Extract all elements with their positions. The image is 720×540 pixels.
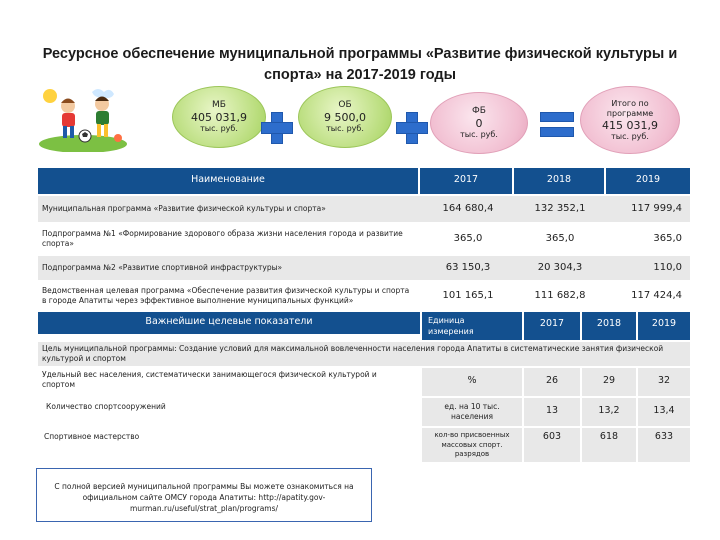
indicator-row-unit: кол-во присвоенных массовых спорт. разрядов — [422, 428, 522, 462]
indicator-row-value: 603 — [524, 428, 580, 462]
kids-football-picture — [38, 84, 128, 152]
budget-total-circle — [580, 86, 680, 154]
finance-row-value: 365,0 — [653, 233, 682, 244]
finance-row-value: 117 424,4 — [631, 290, 682, 301]
plus-icon — [396, 112, 426, 142]
table-row — [38, 196, 690, 222]
budget-mb-circle — [172, 86, 266, 148]
budget-mb-label: МБ — [212, 100, 226, 110]
indicators-header-year — [638, 312, 690, 340]
indicator-row-value: 29 — [582, 368, 636, 396]
table-row — [38, 256, 690, 280]
finance-row-value: 111 682,8 — [534, 290, 586, 301]
budget-ob-circle — [298, 86, 392, 148]
finance-header-year-2017: 2017 — [453, 174, 479, 185]
budget-fb-value: 0 — [475, 117, 483, 130]
budget-mb-unit: тыс. руб. — [200, 124, 238, 133]
indicator-row-value: 26 — [524, 368, 580, 396]
indicator-row-unit: ед. на 10 тыс. населения — [422, 398, 522, 426]
budget-ob-unit: тыс. руб. — [326, 124, 364, 133]
budget-total-unit: тыс. руб. — [611, 131, 649, 141]
indicator-row-unit: % — [422, 368, 522, 396]
finance-row-value: 117 999,4 — [631, 203, 682, 214]
indicator-row-value: 618 — [582, 428, 636, 462]
finance-row-value: 63 150,3 — [445, 262, 491, 273]
indicator-row-value: 13,2 — [582, 398, 636, 426]
finance-header-year-2019: 2019 — [635, 174, 661, 185]
table-row — [38, 282, 690, 310]
finance-header-year — [514, 168, 604, 194]
indicators-header-year — [582, 312, 636, 340]
finance-row-name: Подпрограмма №2 «Развитие спортивной инфраструктуры» — [42, 263, 283, 272]
finance-row-value: 101 165,1 — [442, 290, 494, 301]
indicators-header-year-2019: 2019 — [651, 318, 677, 329]
page-title: Ресурсное обеспечение муниципальной программы «Развитие физической культуры и спорта» на 2017-2019 годы — [42, 46, 678, 83]
budget-total-label: Итого по программе — [606, 98, 654, 118]
finance-row-value: 20 304,3 — [537, 262, 583, 273]
budget-total-value: 415 031,9 — [602, 118, 658, 132]
indicators-header-name-cell — [38, 312, 420, 334]
budget-ob-value: 9 500,0 — [324, 111, 366, 124]
indicators-header-name: Важнейшие целевые показатели — [145, 316, 313, 327]
budget-fb-unit: тыс. руб. — [460, 130, 498, 139]
finance-row-value: 164 680,4 — [442, 203, 494, 214]
finance-row-value: 365,0 — [545, 233, 575, 244]
indicator-row-name: Спортивное мастерство — [44, 432, 140, 441]
indicator-row-value: 13 — [524, 398, 580, 426]
indicators-goal: Цель муниципальной программы: Создание условий для максимальной вовлеченности населения города Апатиты в систематические занятия физической культурой и спортом — [38, 342, 690, 366]
finance-row-name: Муниципальная программа «Развитие физической культуры и спорта» — [42, 204, 326, 213]
budget-mb-value: 405 031,9 — [191, 111, 247, 124]
finance-header-name-cell — [38, 168, 418, 194]
finance-header-year-2018: 2018 — [546, 174, 572, 185]
indicators-header-unit: Единица измерения — [428, 316, 474, 336]
finance-row-value: 365,0 — [453, 233, 483, 244]
indicators-header-year-2018: 2018 — [596, 318, 622, 329]
finance-header-year — [420, 168, 512, 194]
indicator-row-name: Количество спортсооружений — [46, 402, 166, 411]
equals-icon — [540, 112, 574, 138]
indicators-header-year-2017: 2017 — [539, 318, 565, 329]
finance-row-value: 132 352,1 — [534, 203, 586, 214]
plus-icon — [261, 112, 291, 142]
indicator-row-value: 32 — [638, 368, 690, 396]
indicator-row-value: 633 — [638, 428, 690, 462]
finance-row-name: Ведомственная целевая программа «Обеспечение развития физической культуры и спорта в городе Апатиты через эффективное выполнение муниципальных функций» — [42, 286, 410, 305]
program-link-note: С полной версией муниципальной программы Вы можете ознакомиться на официальном сайте ОМСУ города Апатиты: http://apatity.gov-murman.ru/useful/strat_plan/programs/ — [36, 468, 372, 522]
finance-header-name: Наименование — [191, 174, 265, 185]
finance-header-year — [606, 168, 690, 194]
indicators-header-year — [524, 312, 580, 340]
indicator-row-value: 13,4 — [638, 398, 690, 426]
finance-row-name: Подпрограмма №1 «Формирование здорового образа жизни населения города и развитие спорта» — [42, 229, 403, 248]
budget-fb-label: ФБ — [472, 106, 486, 116]
finance-row-value: 110,0 — [653, 262, 682, 273]
indicators-header-unit-cell — [422, 312, 522, 340]
indicator-row-name: Удельный вес населения, систематически занимающегося физической культурой и спортом — [42, 370, 377, 389]
budget-fb-circle — [430, 92, 528, 154]
budget-ob-label: ОБ — [338, 100, 352, 110]
table-row — [38, 224, 690, 254]
